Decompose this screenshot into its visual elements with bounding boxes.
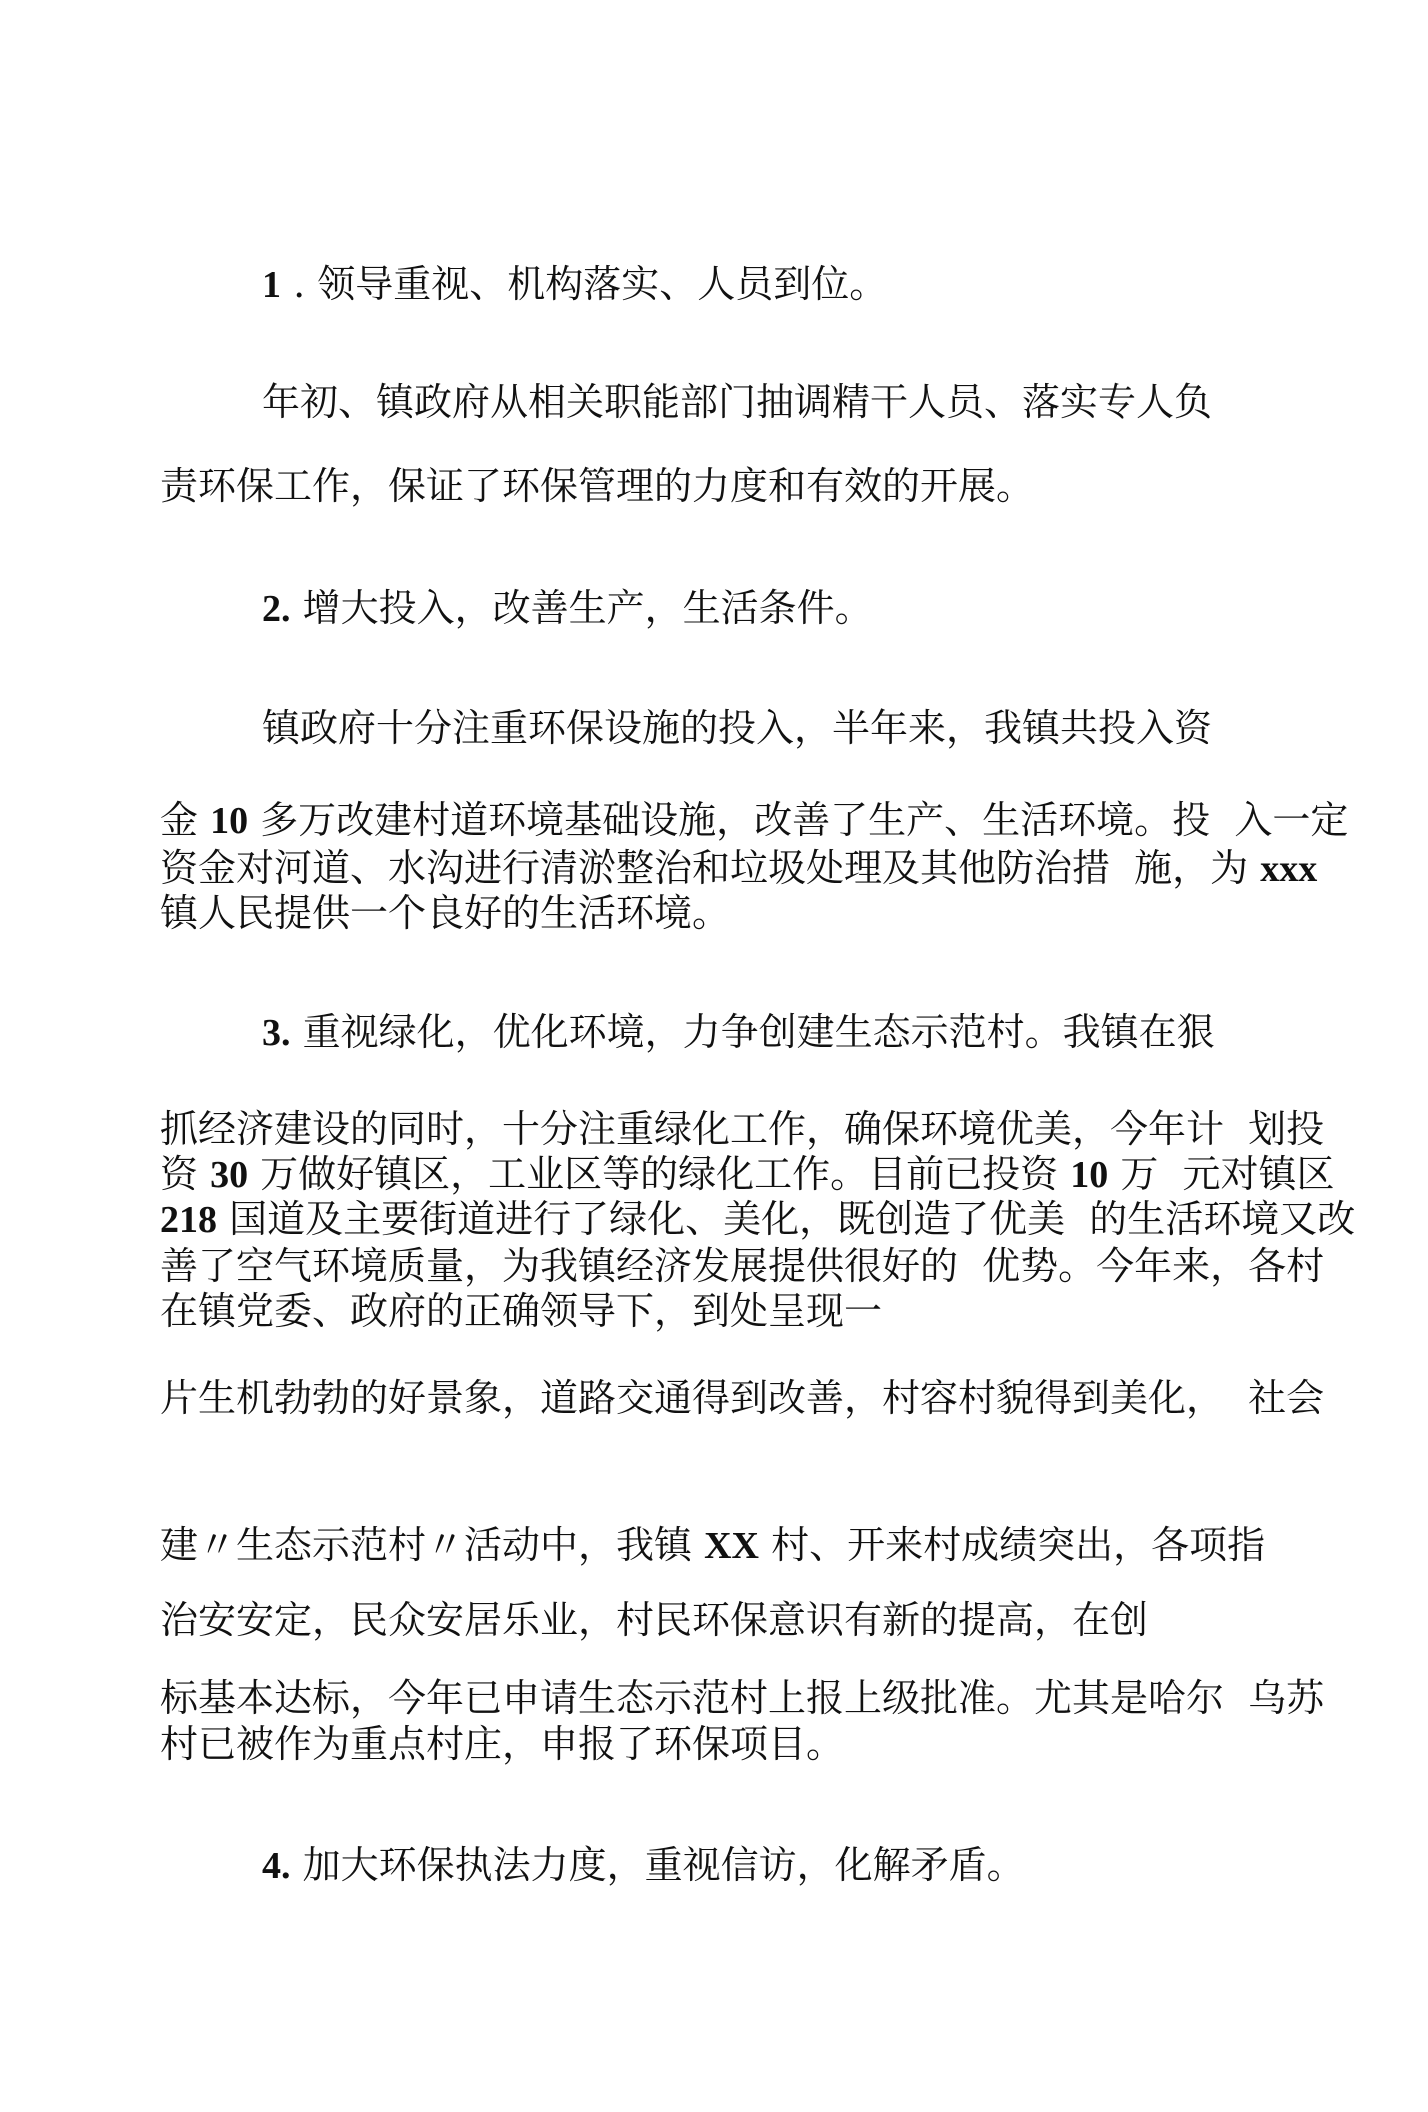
- text-segment: 责环保工作，保证了环保管理的力度和有效的开展。: [160, 464, 1035, 508]
- text-line: [160, 1598, 1148, 1642]
- text-line: [160, 1197, 1355, 1242]
- text-line: [160, 798, 1348, 843]
- text-line: [160, 464, 1034, 508]
- bold-text-segment: 10: [1070, 1154, 1109, 1196]
- text-segment: 抓经济建设的同时，十分注重绿化工作，确保环境优美，今年计 划投: [160, 1107, 1325, 1151]
- text-segment: 年初、镇政府从相关职能部门抽调精干人员、落实专人负: [262, 380, 1213, 424]
- text-segment: 万 元对镇区: [1108, 1152, 1335, 1196]
- text-segment: 加大环保执法力度，重视信访，化解矛盾。: [290, 1843, 1025, 1887]
- text-segment: 治安安定，民众安居乐业，村民环保意识有新的提高，在创: [160, 1598, 1149, 1642]
- bold-text-segment: 3.: [262, 1012, 291, 1054]
- bold-text-segment: XX: [704, 1525, 759, 1567]
- text-line: [160, 1523, 1265, 1568]
- text-line: [262, 380, 1212, 424]
- text-line: [262, 1010, 1215, 1055]
- text-segment: . 领导重视、机构落实、人员到位。: [281, 262, 888, 306]
- text-segment: 重视绿化，优化环境，力争创建生态示范村。我镇在狠: [290, 1010, 1215, 1054]
- text-segment: 建〃生态示范村〃活动中，我镇: [160, 1523, 705, 1567]
- text-segment: 标基本达标，今年已申请生态示范村上报上级批准。尤其是哈尔 乌苏: [160, 1676, 1325, 1720]
- text-line: [262, 262, 887, 307]
- text-line: [160, 1676, 1324, 1720]
- text-line: [160, 846, 1317, 891]
- bold-text-segment: 1: [262, 264, 281, 306]
- text-line: [160, 1107, 1324, 1151]
- bold-text-segment: 218: [160, 1199, 217, 1241]
- text-segment: 善了空气环境质量，为我镇经济发展提供很好的 优势。今年来，各村: [160, 1244, 1325, 1288]
- text-segment: 镇人民提供一个良好的生活环境。: [160, 891, 731, 935]
- bold-text-segment: 10: [210, 800, 249, 842]
- text-segment: 多万改建村道环境基础设施，改善了生产、生活环境。投 入一定: [248, 798, 1349, 842]
- text-segment: 资金对河道、水沟进行清淤整治和垃圾处理及其他防治措 施，为: [160, 846, 1261, 890]
- text-segment: 资: [160, 1152, 211, 1196]
- text-segment: 村已被作为重点村庄，申报了环保项目。: [160, 1722, 845, 1766]
- text-segment: 镇政府十分注重环保设施的投入，半年来，我镇共投入资: [262, 706, 1213, 750]
- text-segment: 村、开来村成绩突出，各项指: [758, 1523, 1266, 1567]
- bold-text-segment: 2.: [262, 588, 291, 630]
- text-segment: 国道及主要街道进行了绿化、美化，既创造了优美 的生活环境又改: [217, 1197, 1356, 1241]
- text-segment: 金: [160, 798, 211, 842]
- text-line: [262, 586, 873, 631]
- text-line: [160, 1722, 844, 1766]
- bold-text-segment: xxx: [1260, 848, 1318, 890]
- text-line: [160, 891, 730, 935]
- text-line: [160, 1244, 1324, 1288]
- text-line: [160, 1289, 882, 1333]
- text-line: [262, 1843, 1025, 1888]
- bold-text-segment: 30: [210, 1154, 249, 1196]
- text-segment: 片生机勃勃的好景象，道路交通得到改善，村容村貌得到美化， 社会: [160, 1376, 1325, 1420]
- text-segment: 万做好镇区，工业区等的绿化工作。目前已投资: [248, 1152, 1071, 1196]
- text-segment: 在镇党委、政府的正确领导下，到处呈现一: [160, 1289, 883, 1333]
- text-line: [160, 1376, 1324, 1420]
- text-line: [160, 1152, 1335, 1197]
- bold-text-segment: 4.: [262, 1845, 291, 1887]
- text-segment: 增大投入，改善生产，生活条件。: [290, 586, 873, 630]
- text-line: [262, 706, 1212, 750]
